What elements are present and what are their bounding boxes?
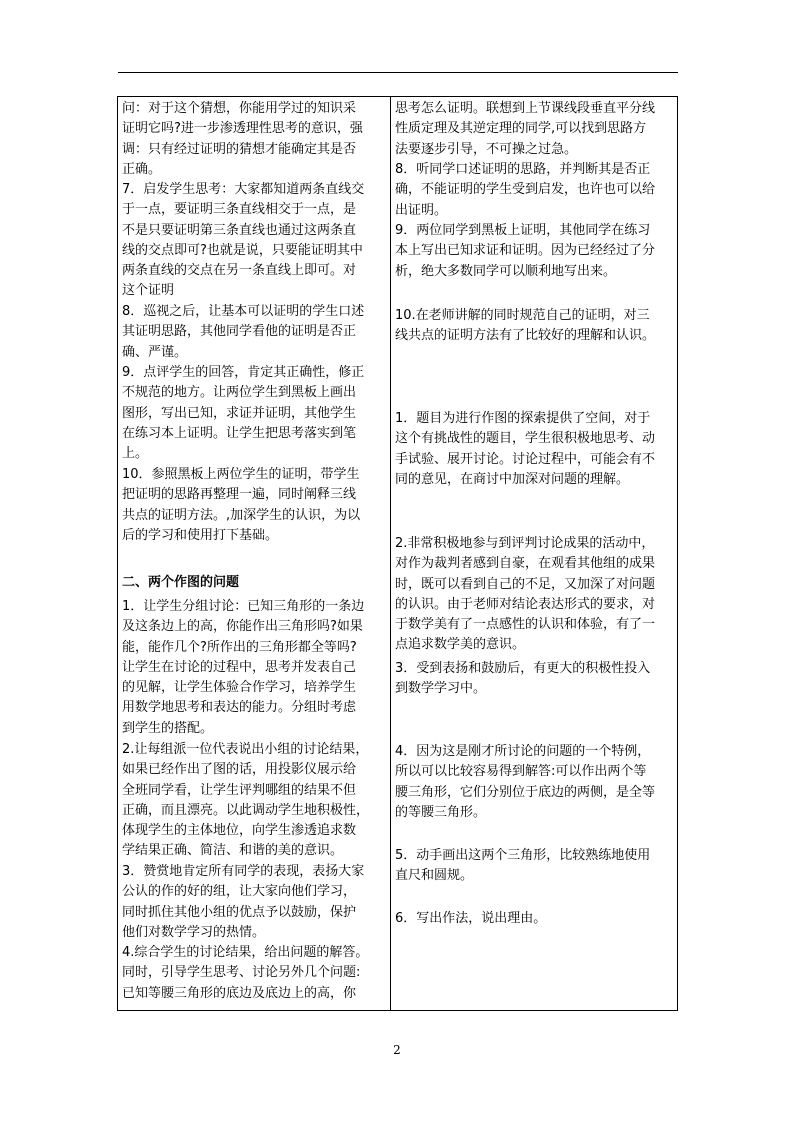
student-paragraph: 1．题目为进行作图的探索提供了空间，对于 这个有挑战性的题目，学生很积极地思考、动 手试验、展开讨论。讨论过程中，可能会有不 同的意见，在商讨中加深对问题的理解。: [395, 411, 656, 487]
student-paragraph: 10.在老师讲解的同时规范自己的证明，对三 线共点的证明方法有了比较好的理解和认识。: [395, 308, 656, 344]
student-paragraph: 4．因为这是刚才所讨论的问题的一个特例， 所以可以比较容易得到解答:可以作出两个等 腰三角形，它们分别位于底边的两侧，是全等 的等腰三角形。: [395, 744, 656, 820]
teacher-paragraph: 1．让学生分组讨论：已知三角形的一条边 及这条边上的高，你能作出三角形吗?如果 能，能作几个?所作出的三角形都全等吗? 让学生在讨论的过程中，思考并发表自己 的见解，让学生体验合作学习，培养学生 用数学地思考和表达的能力。分组时考虑 到学生的搭配。: [122, 599, 365, 736]
page-number: 2: [393, 1043, 401, 1057]
student-paragraph: 思考怎么证明。联想到上节课线段垂直平分线 性质定理及其逆定理的同学,可以找到思路方 法要逐步引导，不可操之过急。: [395, 101, 656, 157]
student-paragraph: 9．两位同学到黑板上证明，其他同学在练习 本上写出已知求证和证明。因为已经经过了分 析，绝大多数同学可以顺利地写出来。: [395, 223, 656, 279]
teacher-paragraph: 8．巡视之后，让基本可以证明的学生口述 其证明思路，其他同学看他的证明是否正 确、严谨。: [122, 304, 365, 360]
teacher-paragraph: 9．点评学生的回答，肯定其正确性，修正 不规范的地方。让两位学生到黑板上画出 图形，写出已知，求证并证明，其他学生 在练习本上证明。让学生把思考落实到笔 上。: [122, 365, 365, 462]
teacher-paragraph: 7．启发学生思考：大家都知道两条直线交 于一点，要证明三条直线相交于一点，是 不是只要证明第三条直线也通过这两条直 线的交点即可?也就是说，只要能证明其中 两条直线的交点在另一条直线上即可。对 这个证明: [122, 182, 365, 299]
student-paragraph: 2.非常积极地参与到评判讨论成果的活动中， 对作为裁判者感到自豪，在观看其他组的成果 时，既可以看到自己的不足，又加深了对问题 的认识。由于老师对结论表达形式的要求，对 于数学美有了一点感性的认识和体验，有了一 点追求数学美的意识。: [395, 536, 656, 653]
lesson-table: [117, 96, 678, 1011]
teacher-paragraph: 10．参照黑板上两位学生的证明，带学生 把证明的思路再整理一遍，同时阐释三线 共点的证明方法。,加深学生的认识，为以 后的学习和使用打下基础。: [122, 467, 361, 543]
teacher-paragraph: 4.综合学生的讨论结果，给出问题的解答。 同时，引导学生思考、讨论另外几个问题: 已知等腰三角形的底边及底边上的高，你: [122, 945, 369, 1001]
student-paragraph: 8．听同学口述证明的思路，并判断其是否正 确，不能证明的学生受到启发，也许也可以给 出证明。: [395, 162, 656, 218]
student-paragraph: 3．受到表扬和鼓励后，有更大的积极性投入 到数学学习中。: [395, 661, 651, 697]
teacher-paragraph: 3．赞赏地肯定所有同学的表现，表扬大家 公认的作的好的组，让大家向他们学习， 同时抓住其他小组的优点予以鼓励，保护 他们对数学学习的热情。: [122, 864, 365, 940]
teacher-paragraph: 问：对于这个猜想，你能用学过的知识采 证明它吗?进一步渗透理性思考的意识，强 调：只有经过证明的猜想才能确定其是否 正确。: [122, 101, 363, 177]
student-paragraph: 6．写出作法，说出理由。: [395, 911, 547, 926]
column-divider: [390, 97, 391, 1010]
header-rule: [118, 72, 678, 73]
section-heading: 二、两个作图的问题: [122, 575, 240, 590]
teacher-paragraph: 2.让每组派一位代表说出小组的讨论结果， 如果已经作出了图的话，用投影仪展示给 全班同学看，让学生评判哪组的结果不但 正确，而且漂亮。以此调动学生地积极性， 体现学生的主体地位，向学生渗透追求数 学结果正确、简洁、和谐的美的意识。: [122, 742, 370, 859]
student-paragraph: 5．动手画出这两个三角形，比较熟练地使用 直尺和圆规。: [395, 848, 651, 884]
